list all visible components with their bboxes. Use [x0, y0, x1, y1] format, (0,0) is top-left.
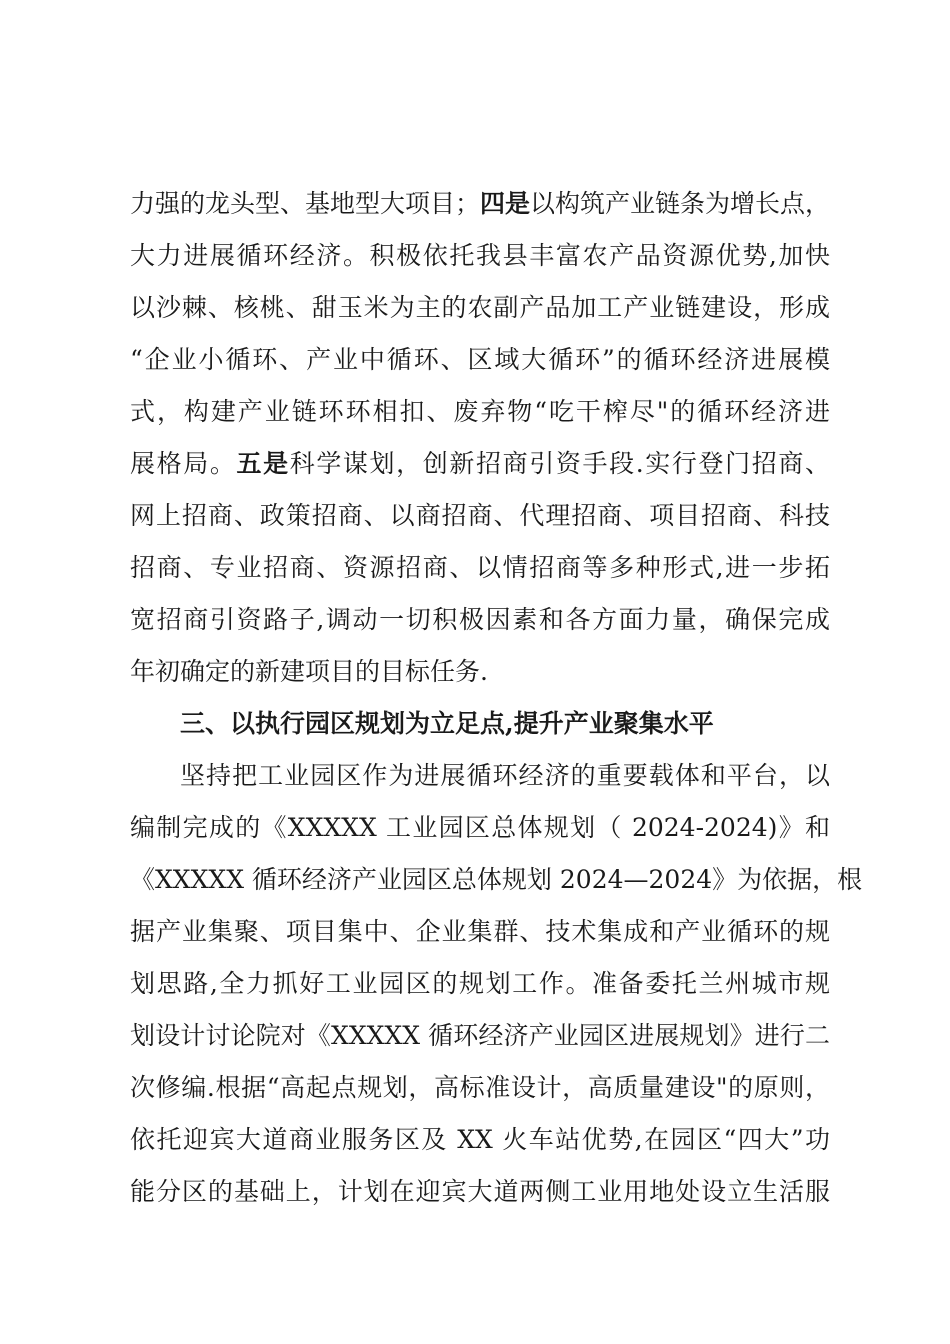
paragraph2-line3: 《XXXXX 循环经济产业园区总体规划 2024—2024》为依据，根: [130, 865, 863, 894]
bold-marker: 五是: [236, 449, 290, 478]
text-run: 科学谋划，创新招商引资手段.实行登门招商、: [289, 449, 830, 478]
paragraph1-line10: 年初确定的新建项目的目标任务.: [130, 657, 488, 686]
paragraph1-line1: [130, 184, 830, 224]
paragraph2-line8: 依托迎宾大道商业服务区及 XX 火车站优势,在园区“四大”功: [130, 1125, 830, 1154]
paragraph2-line1: 坚持把工业园区作为进展循环经济的重要载体和平台，以: [180, 761, 830, 790]
paragraph2-line5: 划思路,全力抓好工业园区的规划工作。准备委托兰州城市规: [130, 969, 830, 998]
paragraph1-line9: 宽招商引资路子,调动一切积极因素和各方面力量，确保完成: [130, 605, 830, 634]
paragraph1-line7: 网上招商、政策招商、以商招商、代理招商、项目招商、科技: [130, 501, 830, 530]
paragraph2-line7: 次修编.根据“高起点规划，高标准设计，高质量建设"的原则，: [130, 1073, 830, 1102]
paragraph2-line9: 能分区的基础上，计划在迎宾大道两侧工业用地处设立生活服: [130, 1177, 830, 1206]
text-run: 展格局。: [130, 449, 237, 478]
text-run: 力强的龙头型、基地型大项目；: [130, 189, 481, 218]
paragraph2-line4: 据产业集聚、项目集中、企业集群、技术集成和产业循环的规: [130, 917, 830, 946]
paragraph1-line3: 以沙棘、核桃、甜玉米为主的农副产品加工产业链建设，形成: [130, 293, 830, 322]
section-heading: 三、以执行园区规划为立足点,提升产业聚集水平: [180, 709, 714, 738]
paragraph1-line5: 式，构建产业链环环相扣、废弃物“吃干榨尽"的循环经济进: [130, 397, 830, 426]
paragraph2-line6: 划设计讨论院对《XXXXX 循环经济产业园区进展规划》进行二: [130, 1021, 830, 1050]
text-run: 以构筑产业链条为增长点，: [530, 189, 831, 218]
paragraph1-line6: [130, 444, 830, 484]
paragraph1-line4: “企业小循环、产业中循环、区域大循环”的循环经济进展模: [130, 345, 830, 374]
paragraph2-line2: 编制完成的《XXXXX 工业园区总体规划（ 2024-2024)》和: [130, 813, 830, 842]
paragraph1-line8: 招商、专业招商、资源招商、以情招商等多种形式,进一步拓: [130, 553, 830, 582]
paragraph1-line2: 大力进展循环经济。积极依托我县丰富农产品资源优势,加快: [130, 241, 830, 270]
bold-marker: 四是: [480, 189, 531, 218]
